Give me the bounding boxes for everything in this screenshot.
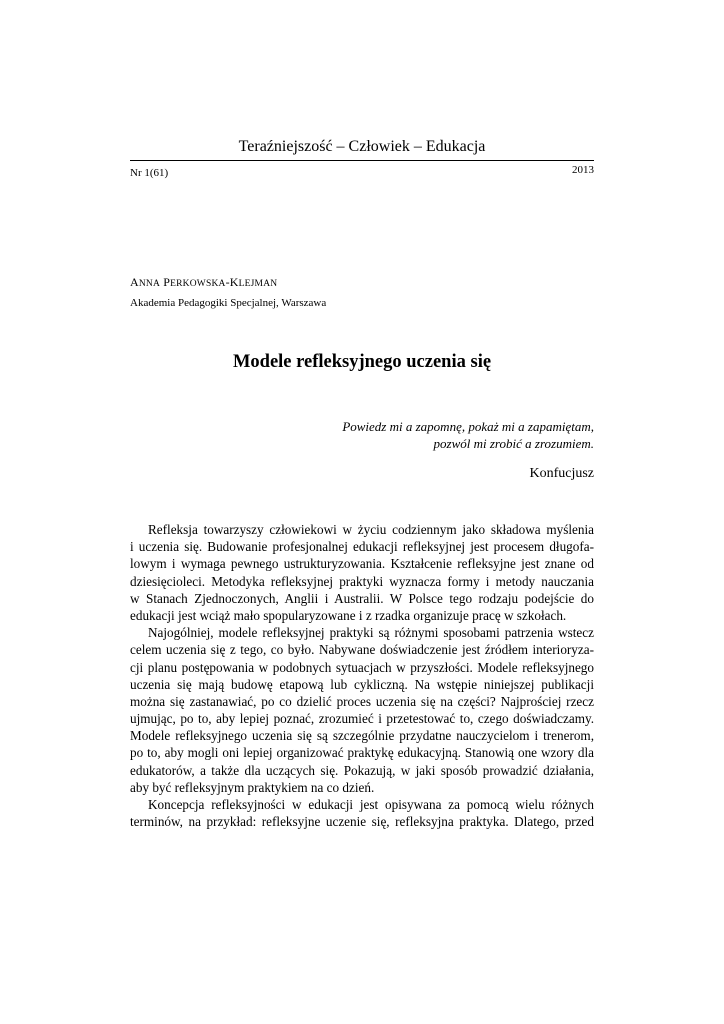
- body-line: dziesięcioleci. Metodyka refleksyjnej praktyki wyznacza formy i metody nauczania: [130, 573, 594, 589]
- author-last-end: LEJMAN: [238, 279, 278, 289]
- author-first-rest: NNA: [138, 279, 161, 289]
- body-line: lowym i wymaga pewnego ustrukturyzowania. Kształcenie refleksyjne jest znane od: [130, 556, 594, 572]
- body-line: cji planu postępowania w podobnych sytuacjach w przyszłości. Modele refleksyjnego: [130, 659, 594, 675]
- body-line: ujmując, po to, aby lepiej poznać, zrozumieć i przetestować to, czego doświadczamy.: [130, 711, 594, 727]
- article-title: Modele refleksyjnego uczenia się: [232, 352, 492, 372]
- author-last-initial-p: P: [163, 275, 171, 289]
- body-line: Refleksja towarzyszy człowiekowi w życiu codziennym jako składowa myślenia: [148, 522, 594, 537]
- author-first-initial: A: [130, 275, 139, 289]
- body-line: Koncepcja refleksyjności w edukacji jest opisywana za pomocą wielu różnych: [148, 797, 594, 812]
- body-line: Modele refleksyjnego uczenia się są szczególnie przydatne nauczycielom i trenerom,: [130, 728, 594, 744]
- body-line: celem uczenia się z tego, co było. Nabywane doświadczenie jest źródłem interioryza-: [130, 642, 594, 658]
- body-line: można się zastanawiać, po co dzielić proces uczenia się na części? Najprościej rzecz: [130, 693, 594, 709]
- author-dash: -: [225, 275, 230, 289]
- body-line: po to, aby mogli oni lepiej organizować praktykę edukacyjną. Stanowią one wzory dla: [130, 745, 594, 761]
- author-last-mid: ERKOWSKA: [170, 279, 226, 289]
- author-last-initial-k: K: [229, 275, 239, 289]
- motto-author: Konfucjusz: [529, 466, 594, 481]
- body-text: [130, 521, 594, 830]
- motto: [174, 418, 594, 452]
- issue-year: 2013: [572, 164, 594, 176]
- body-line: w Stanach Zjednoczonych, Anglii i Australii. W Polsce tego rodzaju podejście do: [130, 590, 594, 606]
- motto-line-2: pozwól mi zrobić a zrozumiem.: [433, 436, 594, 451]
- body-line: aby być refleksyjnym praktykiem na co dzień.: [130, 779, 375, 795]
- body-line: i uczenia się. Budowanie profesjonalnej edukacji refleksyjnej jest procesem długofa-: [130, 539, 594, 555]
- author-affiliation: Akademia Pedagogiki Specjalnej, Warszawa: [130, 297, 327, 309]
- body-line: edukatorów, a także dla uczących się. Pokazują, w jaki sposób prowadzić działania,: [130, 762, 594, 778]
- journal-title: Teraźniejszość – Człowiek – Edukacja: [238, 138, 486, 155]
- header-rule: [130, 160, 594, 161]
- body-line: Najogólniej, modele refleksyjnej praktyki są różnymi sposobami patrzenia wstecz: [148, 625, 594, 641]
- body-line: terminów, na przykład: refleksyjne uczenie się, refleksyjna praktyka. Dlatego, przed: [130, 814, 594, 830]
- body-line: edukacji jest wciąż mało spopularyzowane i z rzadka organizuje pracę w szkołach.: [130, 607, 567, 623]
- body-line: uczenia się mają budowę etapową lub cykliczną. Na wstępie niniejszej publikacji: [130, 676, 594, 692]
- issue-number: Nr 1(61): [130, 167, 169, 179]
- author-name: [130, 275, 277, 290]
- motto-line-1: Powiedz mi a zapomnę, pokaż mi a zapamiętam,: [342, 419, 594, 434]
